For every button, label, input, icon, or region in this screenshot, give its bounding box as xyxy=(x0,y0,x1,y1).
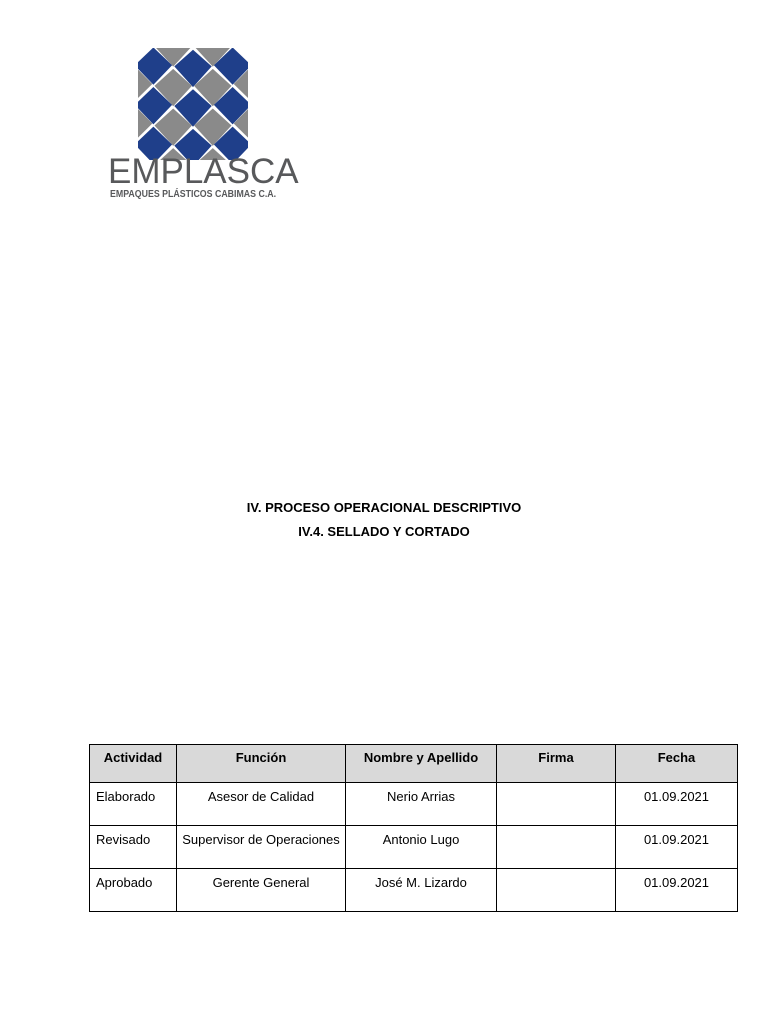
cell-nombre: Antonio Lugo xyxy=(346,826,497,869)
cell-fecha: 01.09.2021 xyxy=(616,783,738,826)
header-actividad: Actividad xyxy=(90,745,177,783)
cell-nombre: José M. Lizardo xyxy=(346,869,497,912)
checkered-flag-logo-icon xyxy=(138,48,248,160)
cell-firma xyxy=(497,826,616,869)
cell-funcion: Supervisor de Operaciones xyxy=(177,826,346,869)
header-nombre-apellido: Nombre y Apellido xyxy=(346,745,497,783)
cell-funcion: Asesor de Calidad xyxy=(177,783,346,826)
document-section-title: IV. PROCESO OPERACIONAL DESCRIPTIVO xyxy=(246,500,522,515)
table-header-row xyxy=(90,745,738,783)
approval-table xyxy=(89,744,738,912)
document-subsection-title: IV.4. SELLADO Y CORTADO xyxy=(298,524,470,539)
cell-firma xyxy=(497,783,616,826)
cell-fecha: 01.09.2021 xyxy=(616,869,738,912)
cell-nombre: Nerio Arrias xyxy=(346,783,497,826)
header-fecha: Fecha xyxy=(616,745,738,783)
cell-actividad: Elaborado xyxy=(90,783,177,826)
cell-actividad: Revisado xyxy=(90,826,177,869)
cell-funcion: Gerente General xyxy=(177,869,346,912)
logo-wordmark: EMPLASCA xyxy=(108,152,299,191)
table-row xyxy=(90,869,738,912)
header-funcion: Función xyxy=(177,745,346,783)
cell-fecha: 01.09.2021 xyxy=(616,826,738,869)
company-logo xyxy=(108,48,299,208)
table-row xyxy=(90,826,738,869)
cell-actividad: Aprobado xyxy=(90,869,177,912)
table-row xyxy=(90,783,738,826)
header-firma: Firma xyxy=(497,745,616,783)
logo-tagline: EMPAQUES PLÁSTICOS CABIMAS C.A. xyxy=(110,189,277,200)
cell-firma xyxy=(497,869,616,912)
